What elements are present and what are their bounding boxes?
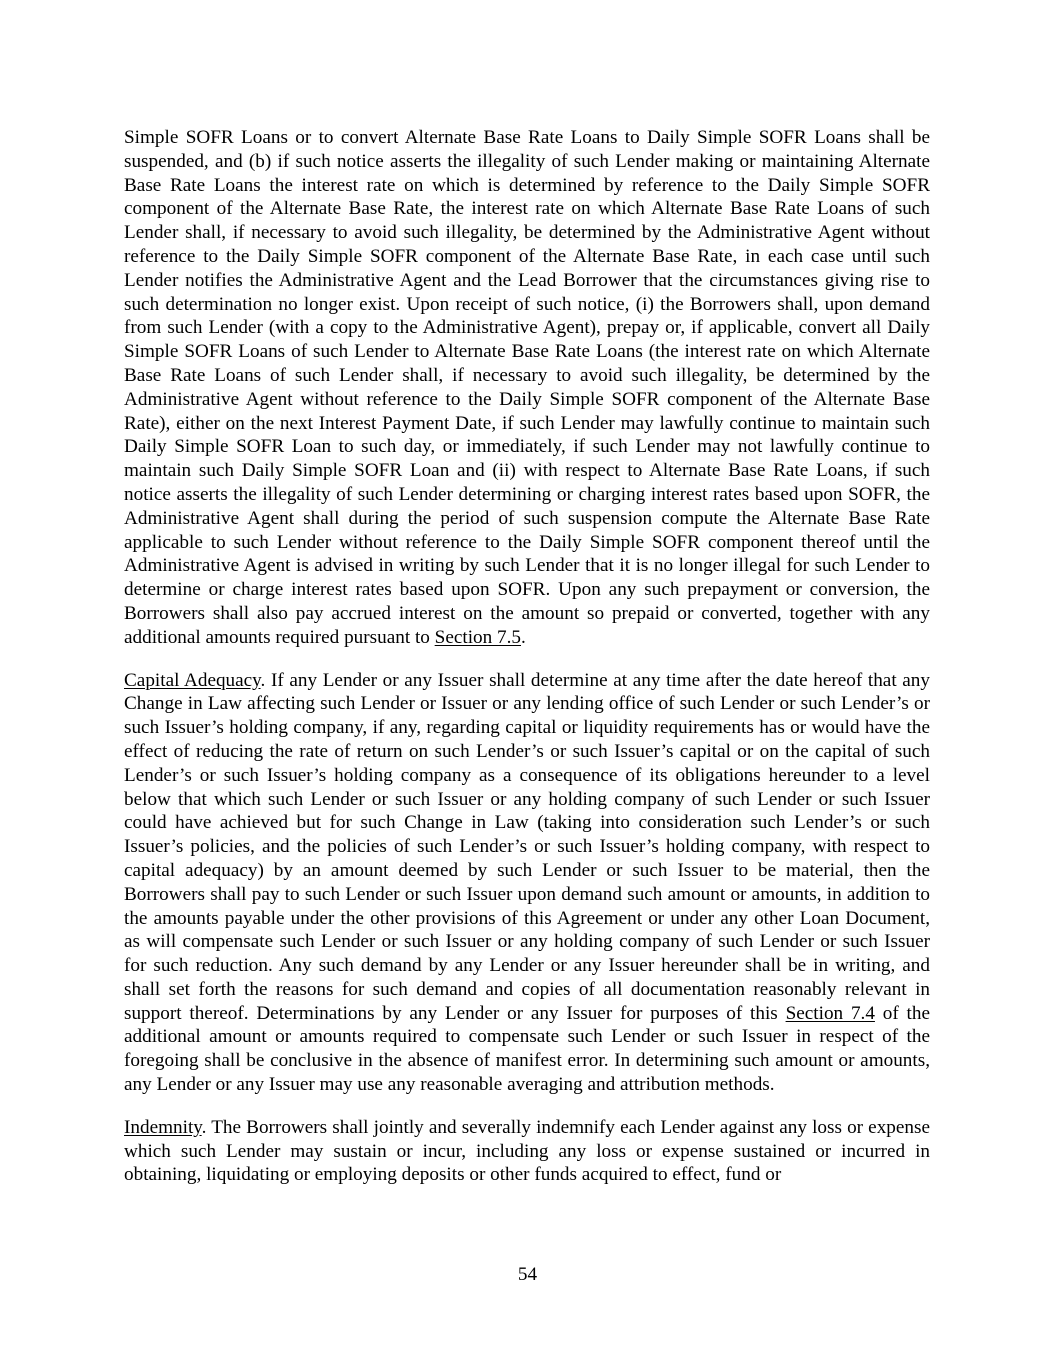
paragraph-text: Simple SOFR Loans or to convert Alternate Base Rate Loans to Daily Simple SOFR Loans shall be suspended, and (b) if such notice asserts the illegality of such Lender making or maintaining Alternate Base Rate Loans the interest rate on which is determined by reference to the Daily Simple SOFR component of the Alternate Base Rate, the interest rate on which Alternate Base Rate Loans of such Lender shall, if necessary to avoid such illegality, be determined by the Administrative Agent without reference to the Daily Simple SOFR component of the Alternate Base Rate, in each case until such Lender notifies the Administrative Agent and the Lead Borrower that the circumstances giving rise to such determination no longer exist. Upon receipt of such notice, (i) the Borrowers shall, upon demand from such Lender (with a copy to the Administrative Agent), prepay or, if applicable, convert all Daily Simple SOFR Loans of such Lender to Alternate Base Rate Loans (the interest rate on which Alternate Base Rate Loans of such Lender shall, if necessary to avoid such illegality, be determined by the Administrative Agent without reference to the Daily Simple SOFR component of the Alternate Base Rate), either on the next Interest Payment Date, if such Lender may lawfully continue to maintain such Daily Simple SOFR Loan to such day, or immediately, if such Lender may not lawfully continue to maintain such Daily Simple SOFR Loan and (ii) with respect to Alternate Base Rate Loans, if such notice asserts the illegality of such Lender determining or charging interest rates based upon SOFR, the Administrative Agent shall during the period of such suspension compute the Alternate Base Rate applicable to such Lender without reference to the Daily Simple SOFR component thereof until the Administrative Agent is advised in writing by such Lender that it is no longer illegal for such Lender to determine or charge interest rates based upon SOFR. Upon any such prepayment or conversion, the Borrowers shall also pay accrued interest on the amount so prepaid or converted, together with any additional amounts required pursuant to <box>124 127 930 648</box>
document-body <box>124 126 930 1206</box>
paragraph-capital-adequacy <box>124 669 930 1097</box>
paragraph-text: . <box>521 626 526 648</box>
paragraph-text: . The Borrowers shall jointly and severally indemnify each Lender against any loss or expense which such Lender may sustain or incur, including any loss or expense sustained or incurred in obtaining, liquidating or employing deposits or other funds acquired to effect, fund or <box>124 1116 930 1186</box>
indemnity-heading: Indemnity <box>124 1116 202 1138</box>
paragraph-text: of the additional amount or amounts required to compensate such Lender or such Issuer in respect of the foregoing shall be conclusive in the absence of manifest error. In determining such amount or amounts, any Lender or any Issuer may use any reasonable averaging and attribution methods. <box>124 1002 930 1096</box>
paragraph-sofr-illegality <box>124 126 930 650</box>
page-number: 54 <box>517 1264 538 1285</box>
section-7-5-reference: Section 7.5 <box>434 626 522 648</box>
capital-adequacy-heading: Capital Adequacy <box>124 669 261 691</box>
paragraph-text: . If any Lender or any Issuer shall determine at any time after the date hereof that any Change in Law affecting such Lender or Issuer or any lending office of such Lender or such Lender’s or such Issuer’s holding company, if any, regarding capital or liquidity requirements has or would have the effect of reducing the rate of return on such Lender’s or such Issuer’s capital or on the capital of such Lender’s or such Issuer’s holding company as a consequence of its obligations hereunder to a level below that which such Lender or such Issuer or any holding company of such Lender or such Issuer could have achieved but for such Change in Law (taking into consideration such Lender’s or such Issuer’s policies, and the policies of such Lender’s or such Issuer’s holding company, with respect to capital adequacy) by an amount deemed by such Lender or such Issuer to be material, then the Borrowers shall pay to such Lender or such Issuer upon demand such amount or amounts, in addition to the amounts payable under the other provisions of this Agreement or under any other Loan Document, as will compensate such Lender or such Issuer or any holding company of such Lender or such Issuer for such reduction. Any such demand by any Lender or any Issuer hereunder shall be in writing, and shall set forth the reasons for such demand and copies of all documentation reasonably relevant in support thereof. Determinations by any Lender or any Issuer for purposes of this <box>124 669 930 1024</box>
paragraph-indemnity <box>124 1116 930 1187</box>
section-7-4-reference: Section 7.4 <box>785 1002 875 1024</box>
